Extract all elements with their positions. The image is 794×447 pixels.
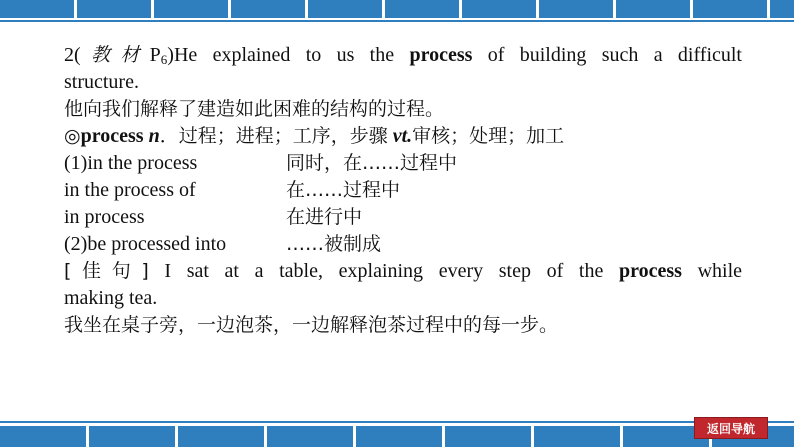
- jiaju-tag: [佳句]: [64, 260, 149, 282]
- phrase-zh: ……被制成: [286, 233, 382, 255]
- jiaju-line-1: [64, 258, 742, 285]
- phrase-row: [64, 204, 742, 231]
- phrase-en: (1)in the process: [64, 152, 198, 174]
- example-close-paren: ): [167, 44, 174, 66]
- entry-meaning-verb: 审核；处理；加工: [412, 125, 565, 147]
- jiaju-translation: 我坐在桌子旁，一边泡茶，一边解释泡茶过程中的每一步。: [64, 314, 559, 336]
- bottom-decorative-bar: [0, 426, 794, 447]
- jiaju-text-a: I sat at a table, explaining every step of the: [164, 260, 619, 282]
- example-text-b: of building such a difficult: [472, 44, 742, 66]
- example-sentence-line-1: [64, 42, 742, 69]
- entry-pos-noun: n: [143, 125, 160, 147]
- phrase-en: (2)be processed into: [64, 233, 227, 255]
- example-text-a: He explained to us the: [173, 44, 410, 66]
- jiaju-text-b: while: [681, 260, 743, 282]
- top-divider-line: [0, 20, 794, 22]
- example-source: 教材: [80, 44, 150, 66]
- phrase-row: [64, 231, 742, 258]
- phrase-zh: 在进行中: [286, 206, 363, 228]
- example-number: 2(: [64, 44, 81, 66]
- bottom-divider-line: [0, 421, 794, 423]
- vocabulary-content: [64, 42, 742, 339]
- phrase-zh: 在……过程中: [286, 179, 401, 201]
- entry-meaning-noun: 过程；进程；工序，步骤: [178, 125, 388, 147]
- example-translation: 他向我们解释了建造如此困难的结构的过程。: [64, 98, 445, 120]
- phrase-zh: 同时，在……过程中: [286, 152, 458, 174]
- top-decorative-bar: [0, 0, 794, 18]
- back-to-navigation-button[interactable]: 返回导航: [694, 417, 768, 439]
- entry-pos-verb: vt.: [392, 125, 413, 147]
- page-ref: [150, 44, 168, 66]
- example-sentence-line-2: structure.: [64, 71, 139, 93]
- entry-dot: ．: [159, 125, 179, 147]
- phrase-row: [64, 150, 742, 177]
- phrase-row: [64, 177, 742, 204]
- page-number: 6: [160, 52, 168, 67]
- page-letter: P: [149, 44, 161, 66]
- phrase-en: in process: [64, 206, 145, 228]
- jiaju-keyword: process: [618, 260, 682, 282]
- example-keyword: process: [409, 44, 473, 66]
- bullet-icon: ◎: [64, 125, 81, 147]
- entry-line: [64, 123, 742, 150]
- entry-word: process: [80, 125, 144, 147]
- phrase-en: in the process of: [64, 179, 196, 201]
- jiaju-line-2: making tea.: [64, 287, 158, 309]
